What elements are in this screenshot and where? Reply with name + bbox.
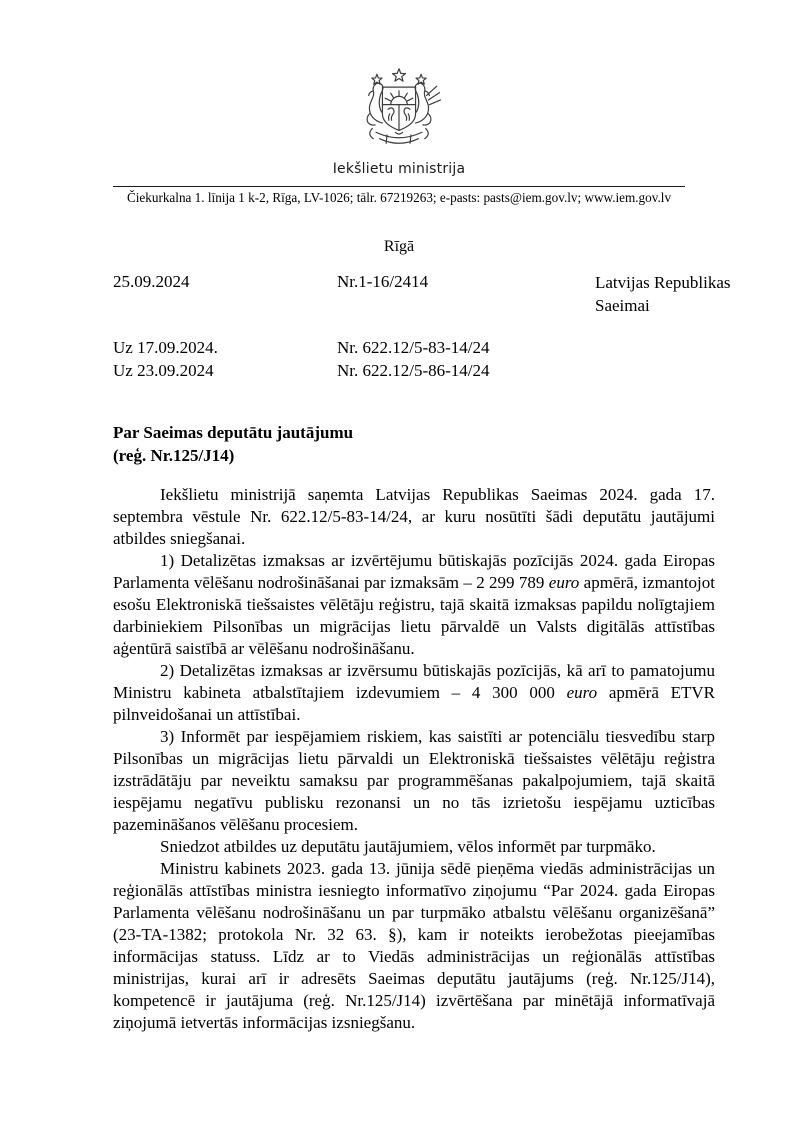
subject-line-2: (reģ. Nr.125/J14) [113,445,235,465]
reference-date: Uz 23.09.2024 [113,361,214,380]
paragraph-answer-intro [113,836,715,858]
paragraph-text: Sniedzot atbildes uz deputātu jautājumiem, vēlos informēt par turpmāko. [160,837,656,856]
paragraph-cabinet-decision [113,858,715,1034]
paragraph-intro [113,484,715,550]
letter-date: 25.09.2024 [113,272,190,291]
reference-row [113,359,753,382]
paragraph-text: 2) Detalizētas izmaksas ar izvērsumu būtiskajās pozīcijās, kā arī to pamatojumu Ministru kabineta atbalstītajiem izdevumiem – 4 300 000 [113,661,715,702]
paragraph-text: apmērā, izmantojot esošu Elektroniskā tiešsaistes vēlētāju reģistru, tajā skaitā izmaksas papildu nolīgtajiem darbiniekiem Pilsonības un migrācijas lietu pārvaldē un Valsts digitālās attīstības aģentūrā saistībā ar vēlēšanu nodrošināšanu. [113,573,716,658]
latvia-coat-of-arms-icon [338,66,460,158]
paragraph-text: Iekšlietu ministrijā saņemta Latvijas Republikas Saeimas 2024. gada 17. septembra vēstule Nr. 622.12/5-83-14/24, ar kuru nosūtīti šādi deputātu jautājumi atbildes sniegšanai. [113,485,715,548]
paragraph-text: Ministru kabinets 2023. gada 13. jūnija sēdē pieņēma viedās administrācijas un reģionālās attīstības ministra iesniegto informatīvo ziņojumu “Par 2024. gada Eiropas Parlamenta vēlēšanu nodrošināšanu un par turpmāko atbalstu vēlēšanu organizēšanā” (23-TA-1382; protokola Nr. 32 63. §), kam ir noteikts ierobežotas pieejamības informācijas statuss. Līdz ar to Viedās administrācijas un reģionālās attīstības ministrijas, kurai arī ir adresēts Saeimas deputātu jautājums (reģ. Nr.125/J14), kompetencē ir jautājuma (reģ. Nr.125/J14) izvērtēšana par minētājā informatīvajā ziņojumā ietvertās informācijas izsniegšanu. [113,859,715,1032]
ministry-contact-line: Čiekurkalna 1. līnija 1 k-2, Rīga, LV-1026; tālr. 67219263; e-pasts: pasts@iem.gov.lv; www.iem.gov.lv [126,190,672,205]
paragraph-question-2 [113,660,715,726]
letter-number: Nr.1-16/2414 [337,272,429,291]
paragraph-text: 3) Informēt par iespējamiem riskiem, kas saistīti ar potenciālu tiesvedību starp Pilsonības un migrācijas lietu pārvaldi un Elektroniskā tiešsaistes vēlētāju reģistra izstrādātāju par neveiktu samaksu par programmēšanas pakalpojumiem, tajā skaitā iespējamu negatīvu publisku rezonansi un no tās izrietošu iespējamu uzticības pazemināšanos vēlēšanu procesiem. [113,727,715,834]
currency-term: euro [548,573,580,592]
currency-term: euro [566,683,598,702]
ministry-name: Iekšlietu ministrija [332,161,466,177]
letterhead [113,66,685,206]
addressee: Latvijas Republikas Saeimai [595,273,731,315]
letter-body [113,484,715,1034]
reference-date: Uz 17.09.2024. [113,338,218,357]
reference-number: Nr. 622.12/5-86-14/24 [337,361,490,380]
paragraph-text: apmērā ETVR pilnveidošanai un attīstībai. [113,683,715,724]
subject-heading [113,422,715,467]
paragraph-question-1 [113,550,715,660]
subject-line-1: Par Saeimas deputātu jautājumu [113,423,354,442]
place-line: Rīgā [383,238,415,255]
reference-number: Nr. 622.12/5-83-14/24 [337,338,490,357]
paragraph-text: 1) Detalizētas izmaksas ar izvērtējumu būtiskajās pozīcijās 2024. gada Eiropas Parlamenta vēlēšanu nodrošināšanai par izmaksām – 2 299 789 [113,551,715,592]
reference-block [113,336,753,382]
reference-row [113,336,753,359]
paragraph-question-3 [113,726,715,836]
header-divider [113,186,685,187]
